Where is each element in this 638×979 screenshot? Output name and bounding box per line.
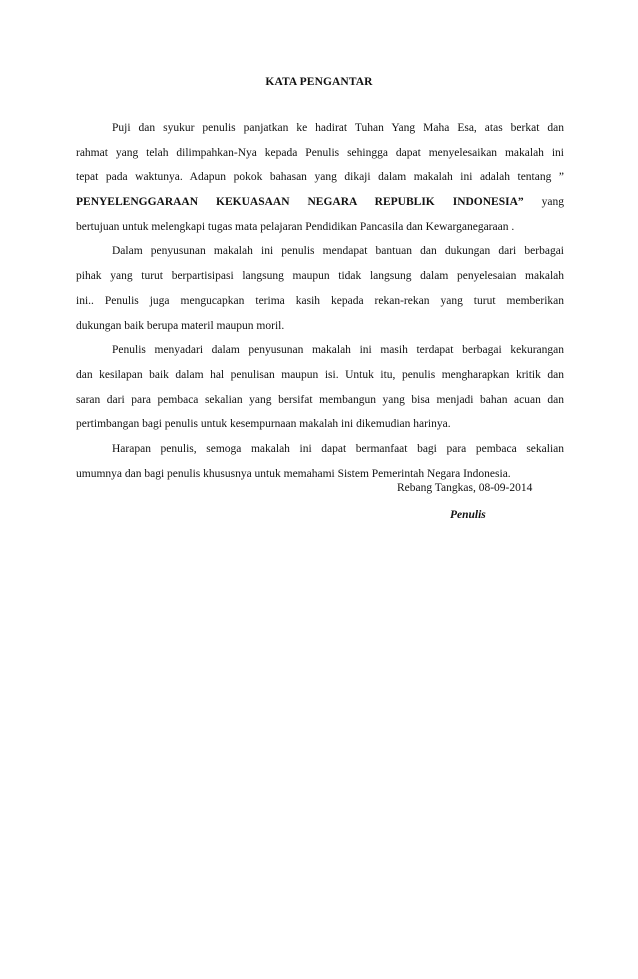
text-line: Puji dan syukur penulis panjatkan ke hadirat Tuhan Yang Maha Esa, atas berkat dan — [112, 122, 564, 134]
text-line: dukungan baik berupa materil maupun moril. — [76, 319, 285, 332]
text-line: ini.. Penulis juga mengucapkan terima kasih kepada rekan-rekan yang turut memberikan — [76, 294, 564, 307]
text-line: pihak yang turut berpartisipasi langsung maupun tidak langsung dalam penyelesaian makalah — [76, 270, 564, 283]
signature-role: Penulis — [450, 509, 486, 521]
text-line: tepat pada waktunya. Adapun pokok bahasan yang dikaji dalam makalah ini adalah tentang ” — [76, 171, 564, 184]
text-line: dan kesilapan baik dalam hal penulisan maupun isi. Untuk itu, penulis mengharapkan kritik dan — [76, 368, 564, 381]
body-text — [76, 116, 564, 486]
text-line: bertujuan untuk melengkapi tugas mata pelajaran Pendidikan Pancasila dan Kewarganegaraan . — [76, 220, 515, 233]
text-line: umumnya dan bagi penulis khususnya untuk memahami Sistem Pemerintah Negara Indonesia. — [76, 467, 511, 480]
text-line — [76, 190, 564, 215]
line-text: yang — [523, 196, 564, 209]
text-line: saran dari para pembaca sekalian yang bersifat membangun yang bisa menjadi bahan acuan dan — [76, 393, 564, 406]
text-line: pertimbangan bagi penulis untuk kesempurnaan makalah ini dikemudian harinya. — [76, 418, 451, 431]
bold-topic: PENYELENGGARAAN KEKUASAAN NEGARA REPUBLIK INDONESIA” — [76, 196, 524, 209]
text-line: Penulis menyadari dalam penyusunan makalah ini masih terdapat berbagai kekurangan — [112, 344, 564, 357]
text-line: rahmat yang telah dilimpahkan-Nya kepada Penulis sehingga dapat menyelesaikan makalah ini — [76, 146, 564, 159]
text-line: Harapan penulis, semoga makalah ini dapat bermanfaat bagi para pembaca sekalian — [112, 442, 564, 455]
page-title: KATA PENGANTAR — [265, 76, 373, 88]
signature-place-date: Rebang Tangkas, 08-09-2014 — [397, 482, 533, 494]
text-line: Dalam penyusunan makalah ini penulis mendapat bantuan dan dukungan dari berbagai — [112, 245, 564, 258]
